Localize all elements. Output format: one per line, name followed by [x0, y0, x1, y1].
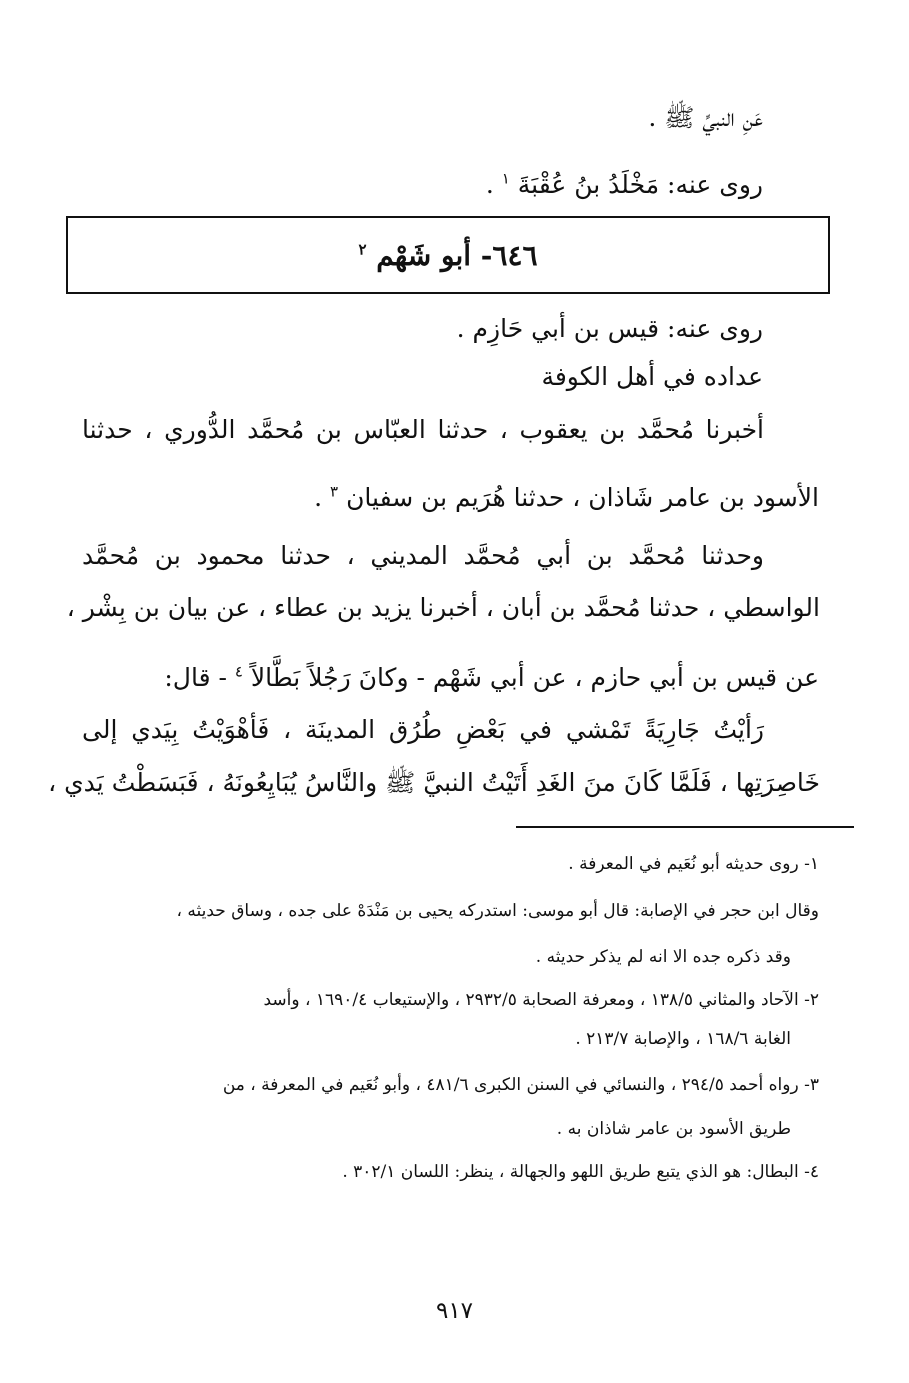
footnote-ref-3: ٣: [330, 482, 339, 501]
footnote-3: [223, 1072, 819, 1098]
footnote-1-cont-2-text: وقد ذكره جده الا انه لم يذكر حديثه .: [535, 947, 791, 967]
footnote-ref-1: ١: [501, 169, 510, 188]
footnote-separator: [516, 826, 854, 828]
body-line-1: [457, 311, 763, 347]
body-line-1-content: روى عنه: قيس بن أبي حَازِم .: [456, 314, 763, 343]
body-line-9: [48, 765, 820, 801]
body-line-7-content: عن قيس بن أبي حازم ، عن أبي شَهْم - وكانَ رَجُلاً بَطَّالاً: [250, 663, 819, 692]
body-line-7-end: - قال:: [164, 663, 227, 692]
body-line-3: [82, 412, 764, 448]
body-line-4-content: الأسود بن عامر شَاذان ، حدثنا هُرَيم بن سفيان: [346, 483, 819, 512]
body-line-7: [164, 660, 819, 696]
body-line-4-end: .: [314, 483, 323, 512]
footnote-3-text: ٣- رواه أحمد ٢٩٤/٥ ، والنسائي في السنن الكبرى ٤٨١/٦ ، وأبو نُعَيم في المعرفة ، من: [222, 1075, 819, 1095]
body-line-6-content: الواسطي ، حدثنا مُحمَّد بن أبان ، أخبرنا يزيد بن عطاء ، عن بيان بن بِشْر ،: [66, 593, 820, 622]
footnote-4-text: ٤- البطال: هو الذي يتبع طريق اللهو والجهالة ، ينظر: اللسان ٣٠٢/١ .: [342, 1162, 819, 1182]
body-line-9-content: خَاصِرَتِها ، فَلَمَّا كَانَ منَ الغَدِ أَتَيْتُ النبيَّ ﷺ والنَّاسُ يُبَايِعُونَهُ ، فَبَسَطْتُ يَدي ،: [48, 768, 820, 797]
body-line-4: [314, 480, 819, 516]
footnote-3-cont-text: طريق الأسود بن عامر شاذان به .: [556, 1119, 791, 1139]
body-line-6: [66, 590, 820, 626]
body-line-8-content: رَأيْتُ جَارِيَةً تَمْشي في بَعْضِ طُرُق المدينَة ، فَأهْوَيْتُ بِيَدي إلى: [82, 715, 764, 744]
footnote-4: [342, 1159, 819, 1185]
entry-heading: [68, 238, 828, 274]
entry-heading-box: [66, 216, 830, 294]
text-line-2-end: .: [485, 170, 494, 199]
text-line-2-content: روى عنه: مَخْلَدُ بنُ عُقْبَةَ: [517, 170, 763, 199]
body-line-8: [82, 712, 764, 748]
footnote-ref-2: ٢: [358, 240, 367, 259]
entry-title-text: ٦٤٦- أبو شَهْم: [376, 239, 538, 272]
body-line-5-content: وحدثنا مُحمَّد بن أبي مُحمَّد المديني ، حدثنا محمود بن مُحمَّد: [82, 541, 764, 570]
footnote-2-cont-text: الغابة ١٦٨/٦ ، والإصابة ٢١٣/٧ .: [575, 1029, 791, 1049]
body-line-3-content: أخبرنا مُحمَّد بن يعقوب ، حدثنا العبّاس بن مُحمَّد الدُّوري ، حدثنا: [82, 415, 764, 444]
text-line-1-content: عَنِ النبيِّ ﷺ .: [648, 103, 763, 132]
text-line-1: [648, 100, 763, 136]
footnote-2-text: ٢- الآحاد والمثاني ١٣٨/٥ ، ومعرفة الصحابة ٢٩٣٢/٥ ، والإستيعاب ١٦٩٠/٤ ، وأسد: [263, 990, 819, 1010]
footnote-1-text: ١- روى حديثه أبو نُعَيم في المعرفة .: [568, 854, 819, 874]
page-number: ٩١٧: [435, 1298, 474, 1324]
footnote-1-cont-text: وقال ابن حجر في الإصابة: قال أبو موسى: استدركه يحيى بن مَنْدَهْ على جده ، وساق حديثه ،: [176, 901, 819, 921]
footnote-3-cont: [557, 1116, 791, 1142]
footnote-2: [264, 987, 820, 1013]
text-line-2: [486, 167, 763, 203]
footnote-ref-4: ٤: [234, 662, 243, 681]
footnote-2-cont: [575, 1026, 791, 1052]
body-line-5: [82, 538, 764, 574]
footnote-1-cont-2: [536, 944, 791, 970]
footnote-1-cont: [177, 898, 819, 924]
footnote-1: [568, 851, 819, 877]
body-line-2-content: عداده في أهل الكوفة: [541, 362, 763, 391]
body-line-2: [541, 359, 763, 395]
